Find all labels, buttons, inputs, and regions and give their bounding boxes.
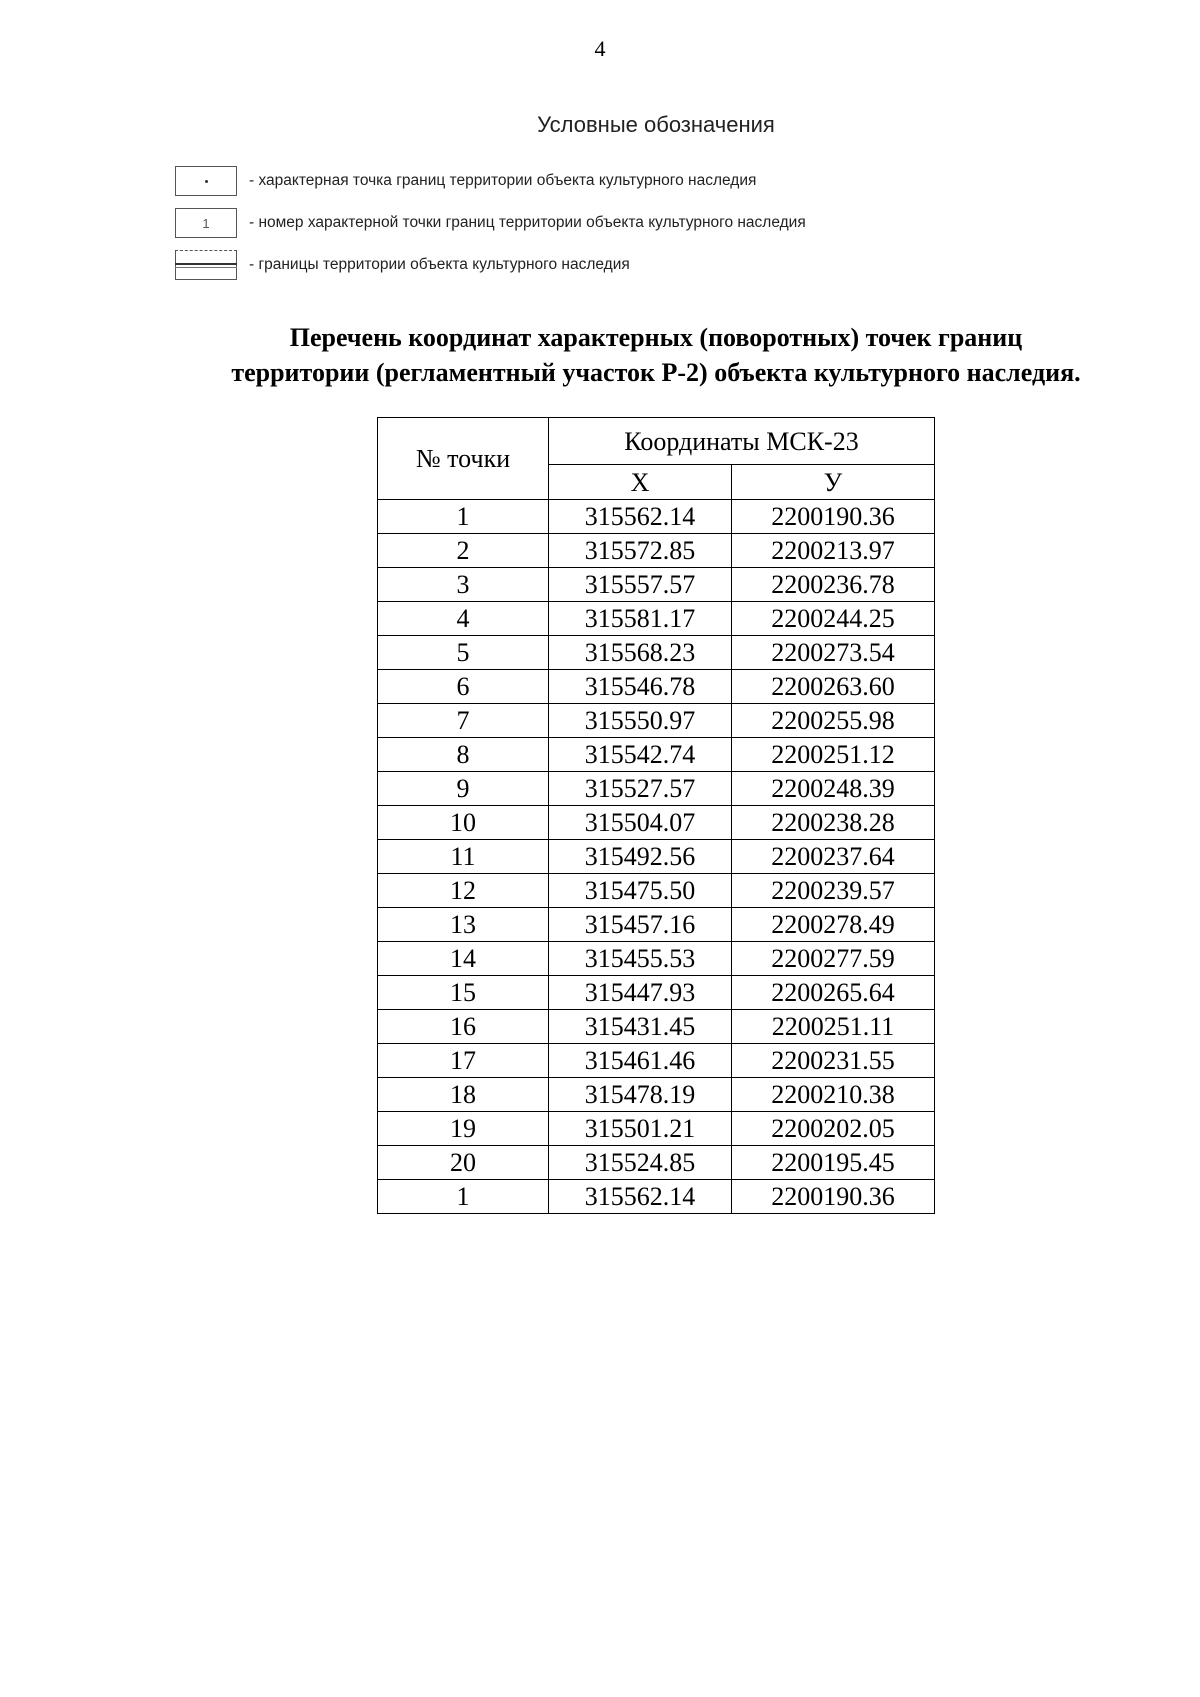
x-coordinate-cell: 315447.93 xyxy=(549,976,732,1010)
y-coordinate-cell: 2200195.45 xyxy=(732,1146,935,1180)
table-row xyxy=(378,942,935,976)
y-coordinate-cell: 2200213.97 xyxy=(732,534,935,568)
y-coordinate-cell: 2200251.11 xyxy=(732,1010,935,1044)
table-row xyxy=(378,874,935,908)
table-row xyxy=(378,1146,935,1180)
page-number: 4 xyxy=(594,36,606,61)
point-number-cell: 6 xyxy=(378,670,549,704)
legend-title: Условные обозначения xyxy=(537,112,775,137)
x-coordinate-cell: 315527.57 xyxy=(549,772,732,806)
y-coordinate-cell: 2200210.38 xyxy=(732,1078,935,1112)
y-coordinate-cell: 2200251.12 xyxy=(732,738,935,772)
legend-item-point xyxy=(175,160,806,202)
header-y: У xyxy=(732,465,935,500)
x-coordinate-cell: 315492.56 xyxy=(549,840,732,874)
y-coordinate-cell: 2200231.55 xyxy=(732,1044,935,1078)
header-x: X xyxy=(549,465,732,500)
table-row xyxy=(378,772,935,806)
table-row xyxy=(378,1180,935,1214)
table-row xyxy=(378,1112,935,1146)
x-coordinate-cell: 315504.07 xyxy=(549,806,732,840)
point-number-cell: 9 xyxy=(378,772,549,806)
point-number-cell: 16 xyxy=(378,1010,549,1044)
x-coordinate-cell: 315550.97 xyxy=(549,704,732,738)
y-coordinate-cell: 2200238.28 xyxy=(732,806,935,840)
table-row xyxy=(378,976,935,1010)
table-row xyxy=(378,840,935,874)
table-row xyxy=(378,738,935,772)
y-coordinate-cell: 2200277.59 xyxy=(732,942,935,976)
point-number-cell: 5 xyxy=(378,636,549,670)
x-coordinate-cell: 315455.53 xyxy=(549,942,732,976)
table-row xyxy=(378,602,935,636)
y-coordinate-cell: 2200248.39 xyxy=(732,772,935,806)
x-coordinate-cell: 315457.16 xyxy=(549,908,732,942)
table-row xyxy=(378,670,935,704)
y-coordinate-cell: 2200278.49 xyxy=(732,908,935,942)
legend-item-text: - характерная точка границ территории объекта культурного наследия xyxy=(249,172,757,189)
y-coordinate-cell: 2200244.25 xyxy=(732,602,935,636)
header-coordinates: Координаты МСК-23 xyxy=(549,418,935,465)
table-row xyxy=(378,806,935,840)
legend-item-text: - границы территории объекта культурного наследия xyxy=(249,256,630,273)
point-number-cell: 8 xyxy=(378,738,549,772)
point-number-symbol-text: 1 xyxy=(202,215,210,231)
point-number-cell: 15 xyxy=(378,976,549,1010)
table-row xyxy=(378,908,935,942)
point-number-cell: 20 xyxy=(378,1146,549,1180)
x-coordinate-cell: 315475.50 xyxy=(549,874,732,908)
table-row xyxy=(378,1044,935,1078)
title-line-2: территории (регламентный участок Р-2) объекта культурного наследия. xyxy=(231,358,1081,387)
legend-item-text: - номер характерной точки границ территории объекта культурного наследия xyxy=(249,214,806,231)
y-coordinate-cell: 2200190.36 xyxy=(732,500,935,534)
coordinates-list-title xyxy=(0,320,1200,390)
y-coordinate-cell: 2200263.60 xyxy=(732,670,935,704)
point-number-cell: 11 xyxy=(378,840,549,874)
x-coordinate-cell: 315557.57 xyxy=(549,568,732,602)
coordinates-table xyxy=(377,417,935,1214)
x-coordinate-cell: 315478.19 xyxy=(549,1078,732,1112)
point-number-cell: 3 xyxy=(378,568,549,602)
point-symbol-icon xyxy=(175,166,237,196)
x-coordinate-cell: 315542.74 xyxy=(549,738,732,772)
point-number-cell: 7 xyxy=(378,704,549,738)
point-number-cell: 17 xyxy=(378,1044,549,1078)
table-row xyxy=(378,568,935,602)
x-coordinate-cell: 315572.85 xyxy=(549,534,732,568)
x-coordinate-cell: 315524.85 xyxy=(549,1146,732,1180)
point-number-cell: 13 xyxy=(378,908,549,942)
y-coordinate-cell: 2200236.78 xyxy=(732,568,935,602)
table-row xyxy=(378,534,935,568)
title-line-1: Перечень координат характерных (поворотных) точек границ xyxy=(289,323,1023,352)
y-coordinate-cell: 2200255.98 xyxy=(732,704,935,738)
table-row xyxy=(378,704,935,738)
legend xyxy=(175,160,806,286)
point-number-cell: 4 xyxy=(378,602,549,636)
table-row xyxy=(378,636,935,670)
point-number-cell: 1 xyxy=(378,1180,549,1214)
legend-item-number xyxy=(175,202,806,244)
x-coordinate-cell: 315501.21 xyxy=(549,1112,732,1146)
point-number-cell: 10 xyxy=(378,806,549,840)
y-coordinate-cell: 2200190.36 xyxy=(732,1180,935,1214)
x-coordinate-cell: 315581.17 xyxy=(549,602,732,636)
point-number-cell: 18 xyxy=(378,1078,549,1112)
boundary-line-symbol-icon xyxy=(175,250,237,280)
x-coordinate-cell: 315568.23 xyxy=(549,636,732,670)
table-row xyxy=(378,1078,935,1112)
x-coordinate-cell: 315461.46 xyxy=(549,1044,732,1078)
y-coordinate-cell: 2200202.05 xyxy=(732,1112,935,1146)
point-number-cell: 1 xyxy=(378,500,549,534)
point-number-cell: 14 xyxy=(378,942,549,976)
point-number-cell: 12 xyxy=(378,874,549,908)
header-point-number: № точки xyxy=(378,418,549,500)
x-coordinate-cell: 315546.78 xyxy=(549,670,732,704)
point-number-symbol-icon xyxy=(175,208,237,238)
point-number-cell: 2 xyxy=(378,534,549,568)
x-coordinate-cell: 315562.14 xyxy=(549,1180,732,1214)
y-coordinate-cell: 2200237.64 xyxy=(732,840,935,874)
legend-item-boundary xyxy=(175,244,806,286)
y-coordinate-cell: 2200265.64 xyxy=(732,976,935,1010)
table-row xyxy=(378,1010,935,1044)
y-coordinate-cell: 2200239.57 xyxy=(732,874,935,908)
point-number-cell: 19 xyxy=(378,1112,549,1146)
y-coordinate-cell: 2200273.54 xyxy=(732,636,935,670)
table-row xyxy=(378,500,935,534)
x-coordinate-cell: 315562.14 xyxy=(549,500,732,534)
x-coordinate-cell: 315431.45 xyxy=(549,1010,732,1044)
